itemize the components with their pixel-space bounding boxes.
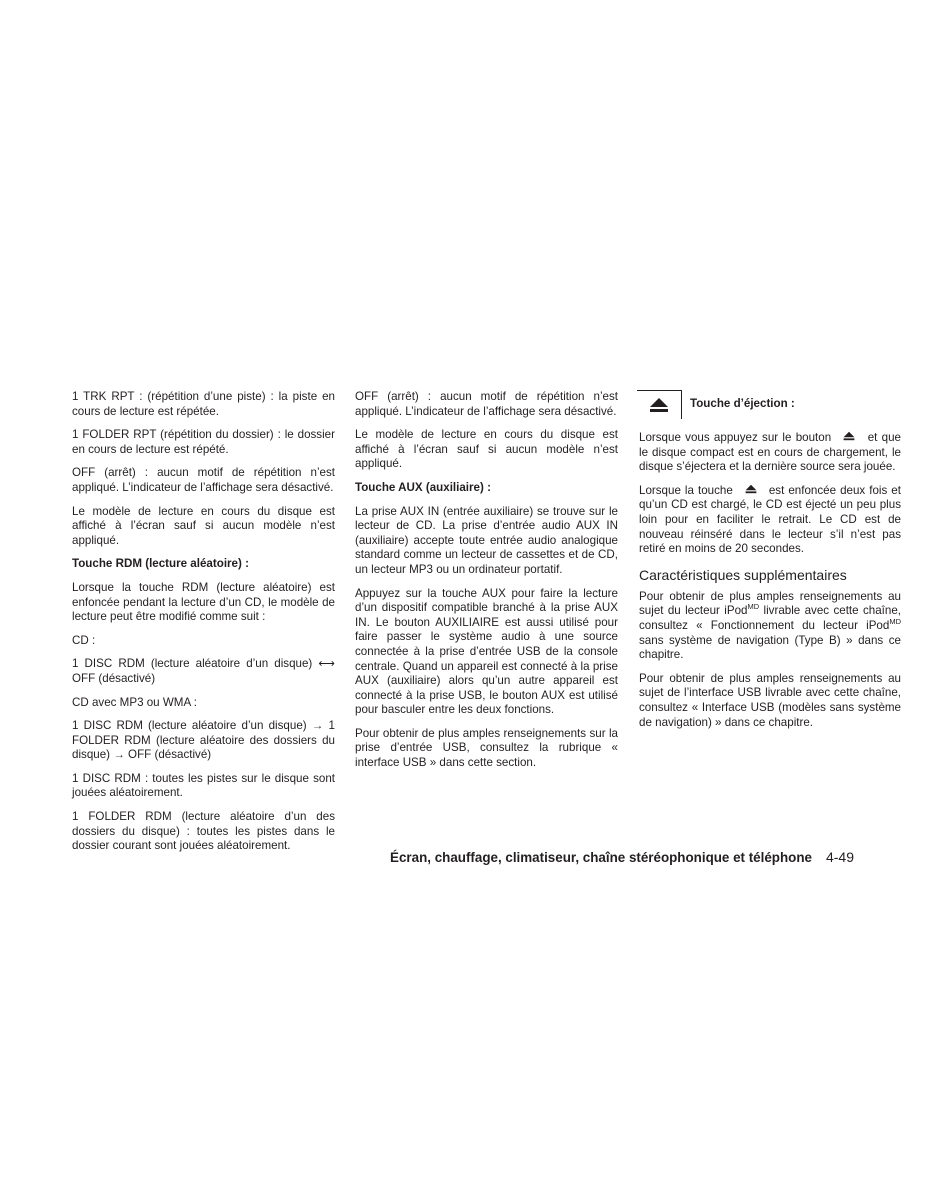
paragraph-model: Le modèle de lecture en cours du disque est affiché à l’écran sauf si aucun modèle n’est appliqué.	[355, 428, 618, 471]
eject-icon	[737, 484, 765, 499]
paragraph-trk-rpt: 1 TRK RPT : (répétition d’une piste) : la piste en cours de lecture est répétée.	[72, 390, 335, 418]
paragraph-folder-rdm: 1 FOLDER RDM (lecture aléatoire d’un des dossiers du disque) : toutes les pistes dans le dossier courant sont jouées aléatoirement.	[72, 810, 335, 853]
heading-eject: Touche d’éjection :	[690, 397, 795, 411]
paragraph-disc-rdm: 1 DISC RDM : toutes les pistes sur le disque sont jouées aléatoirement.	[72, 771, 335, 800]
paragraph-cd-sequence: 1 DISC RDM (lecture aléatoire d’un disque) ⟷ OFF (désactivé)	[72, 657, 335, 685]
paragraph-off: OFF (arrêt) : aucun motif de répétition n’est appliqué. L’indicateur de l’affichage sera désactivé.	[72, 466, 335, 494]
column-left	[72, 390, 335, 863]
eject-heading-row	[639, 390, 901, 419]
footer-section-title: Écran, chauffage, climatiseur, chaîne stéréophonique et téléphone	[390, 850, 812, 865]
eject-icon	[835, 431, 863, 446]
eject-icon	[649, 397, 669, 413]
heading-rdm: Touche RDM (lecture aléatoire) :	[72, 557, 249, 571]
paragraph-mp3-label: CD avec MP3 ou WMA :	[72, 695, 197, 709]
page-number: 4-49	[825, 849, 854, 865]
paragraph-aux-usage: Appuyez sur la touche AUX pour faire la lecture d’un dispositif compatible branché à la prise AUX IN. Le bouton AUXILIAIRE est aussi utilisé pour faire passer le système audio à une source connectée à la prise d’entrée USB de la console centrale. Quand un appareil est connecté à la prise AUX (auxiliaire) alors qu’un autre appareil est connecté à la prise USB, le bouton AUX est utilisé pour basculer entre les deux fonctions.	[355, 586, 618, 717]
column-middle	[355, 390, 618, 780]
paragraph-eject-twice: Lorsque la touche est enfoncée deux fois et qu’un CD est chargé, le CD est éjecté un peu plus loin pour en faciliter le retrait. Le CD est de nouveau réinséré dans le lecteur s’il n’est pas retiré en moins de 20 secondes.	[639, 483, 901, 556]
paragraph-model: Le modèle de lecture en cours du disque est affiché à l’écran sauf si aucun modèle n’est appliqué.	[72, 504, 335, 547]
paragraph-folder-rpt: 1 FOLDER RPT (répétition du dossier) : le dossier en cours de lecture est répété.	[72, 428, 335, 456]
paragraph-ipod: Pour obtenir de plus amples renseignements au sujet du lecteur iPod$^{MD}$ livrable avec cette chaîne, consultez « Fonctionnement du lecteur iPod$^{MD}$ sans système de navigation (Type B) » dans ce chapitre.	[639, 589, 901, 662]
paragraph-mp3-sequence: 1 DISC RDM (lecture aléatoire d’un disque) → 1 FOLDER RDM (lecture aléatoire des dossiers du disque) → OFF (désactivé)	[72, 719, 335, 762]
eject-icon-box	[637, 390, 682, 419]
paragraph-cd-label: CD :	[72, 633, 96, 647]
subheading-features: Caractéristiques supplémentaires	[639, 566, 847, 583]
paragraph-eject-press: Lorsque vous appuyez sur le bouton et que le disque compact est en cours de chargement, le disque s’éjectera et la dernière source sera jouée.	[639, 431, 901, 474]
paragraph-off: OFF (arrêt) : aucun motif de répétition n’est appliqué. L’indicateur de l’affichage sera désactivé.	[355, 390, 618, 418]
paragraph-usb-interface: Pour obtenir de plus amples renseignements au sujet de l’interface USB livrable avec cette chaîne, consultez « Interface USB (modèles sans système de navigation) » dans ce chapitre.	[639, 671, 901, 729]
page-footer	[390, 849, 854, 865]
heading-aux: Touche AUX (auxiliaire) :	[355, 480, 491, 494]
paragraph-aux-in: La prise AUX IN (entrée auxiliaire) se trouve sur le lecteur de CD. La prise d’entrée audio AUX IN (auxiliaire) accepte toute entrée audio analogique standard comme un lecteur de cassettes et de CD, un lecteur MP3 ou un ordinateur portatif.	[355, 504, 618, 576]
paragraph-rdm-intro: Lorsque la touche RDM (lecture aléatoire) est enfoncée pendant la lecture d’un CD, le modèle de lecture peut être modifié comme suit :	[72, 580, 335, 624]
paragraph-usb-reference: Pour obtenir de plus amples renseignements sur la prise d’entrée USB, consultez la rubrique « interface USB » dans cette section.	[355, 726, 618, 770]
column-right	[639, 390, 901, 739]
